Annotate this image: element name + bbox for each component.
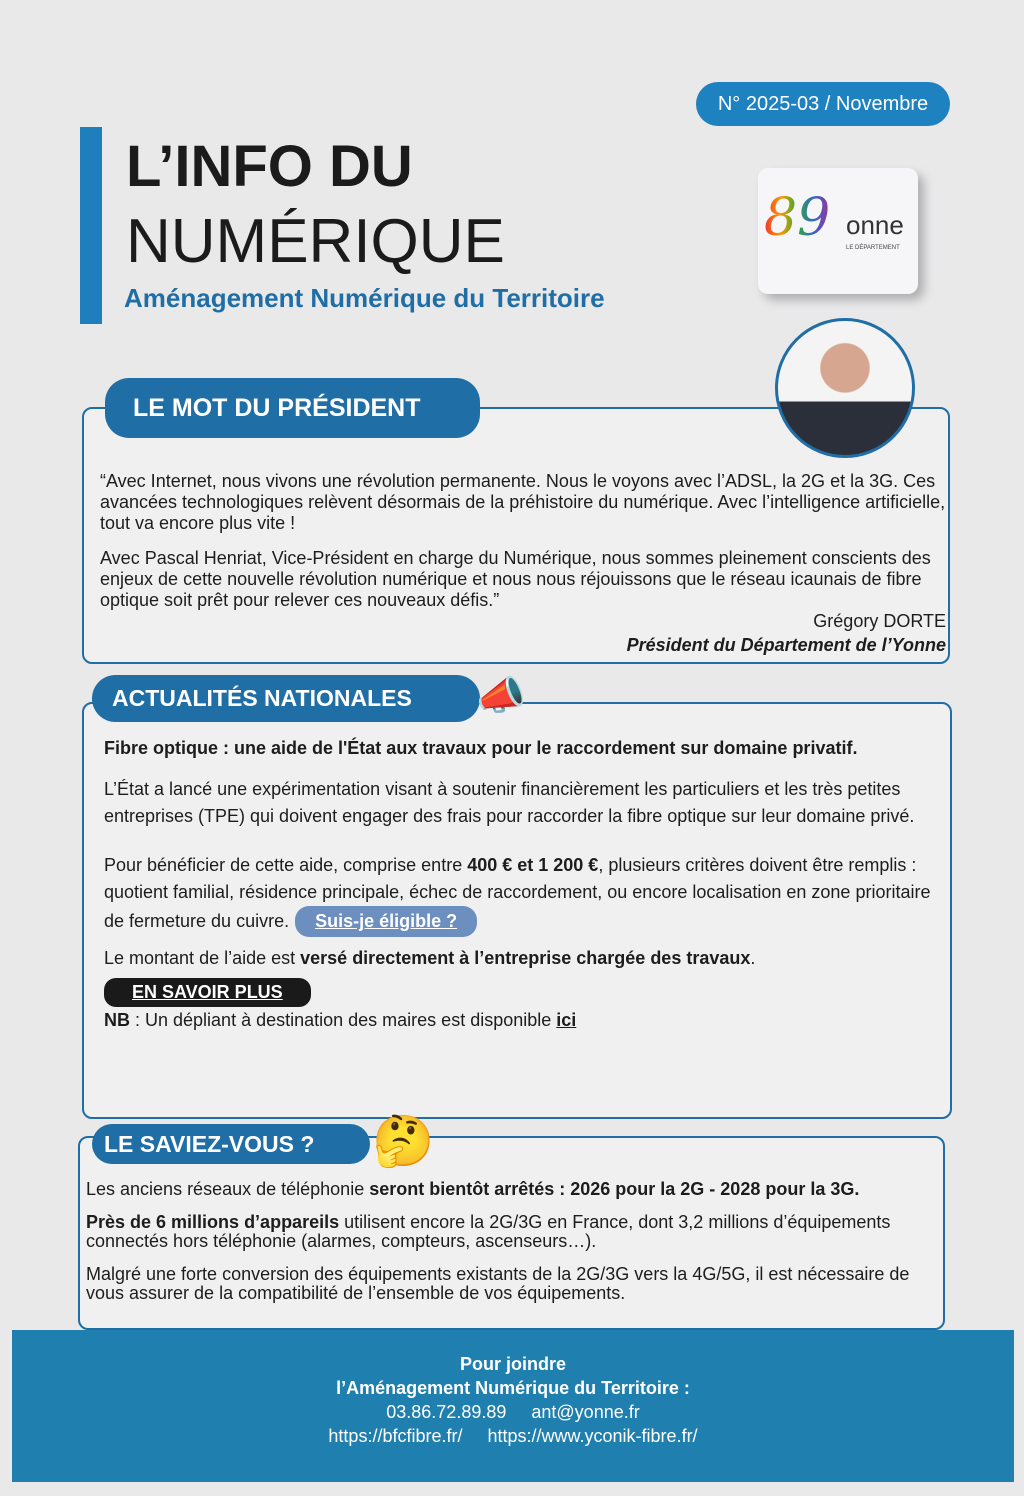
section-heading-national: ACTUALITÉS NATIONALES <box>92 675 480 722</box>
national-news-section <box>82 702 952 1119</box>
text: , plusieurs critères doivent être remplis : quotient familial, résidence principale, échec de raccordement, ou encore localisation en zone prioritaire de fermeture du cuivre. <box>104 855 931 931</box>
text: . <box>750 948 756 968</box>
logo-small: LE DÉPARTEMENT <box>846 245 900 251</box>
contact-footer <box>12 1330 1014 1482</box>
nb-text: : Un dépliant à destination des maires est disponible <box>130 1010 557 1030</box>
emphasis: Près de 6 millions d’appareils <box>86 1212 340 1232</box>
aid-amount: 400 € et 1 200 € <box>467 855 599 875</box>
section-heading-saviez: LE SAVIEZ-VOUS ? <box>92 1124 370 1164</box>
president-paragraph-2: Avec Pascal Henriat, Vice-Président en charge du Numérique, nous sommes pleinement conscients des enjeux de cette nouvelle révolution numérique et nous nous réjouissons que le réseau icaunais de fibre optique soit prêt pour relever ces nouveaux défis.” <box>100 548 931 610</box>
president-role: Président du Département de l’Yonne <box>626 635 946 655</box>
leaflet-link[interactable]: ici <box>556 1010 577 1030</box>
eligibility-button[interactable]: Suis-je éligible ? <box>295 906 477 937</box>
footer-line2: l’Aménagement Numérique du Territoire : <box>336 1378 690 1398</box>
learn-more-button[interactable]: EN SAVOIR PLUS <box>104 978 311 1007</box>
footer-url-yconik[interactable]: https://www.yconik-fibre.fr/ <box>487 1426 698 1446</box>
page-title-line2: NUMÉRIQUE <box>126 207 505 276</box>
president-portrait <box>775 318 915 458</box>
thinking-character-icon: 🤔 <box>372 1113 435 1169</box>
text: Les anciens réseaux de téléphonie <box>86 1179 370 1199</box>
news-paragraph-3 <box>104 945 934 972</box>
president-name: Grégory DORTE <box>813 611 946 631</box>
president-paragraph-1: “Avec Internet, nous vivons une révolution permanente. Nous le voyons avec l’ADSL, la 2G et la 3G. Ces avancées technologiques relèvent désormais de la préhistoire du numérique. Avec l’intelligence artificielle, tout va encore plus vite ! <box>100 471 946 533</box>
megaphone-icon: 📣 <box>476 674 526 718</box>
footer-line1: Pour joindre <box>459 1354 566 1374</box>
logo-word: onne <box>846 210 904 240</box>
news-paragraph-1: L’État a lancé une expérimentation visant à soutenir financièrement les particuliers et les très petites entreprises (TPE) qui doivent engager des frais pour raccorder la fibre optique sur leur domaine privé. <box>104 779 915 826</box>
footer-phone[interactable]: 03.86.72.89.89 <box>386 1402 507 1422</box>
nb-note <box>104 1007 934 1034</box>
footer-email[interactable]: ant@yonne.fr <box>531 1402 640 1422</box>
nb-label: NB <box>104 1010 130 1030</box>
section-heading-president: LE MOT DU PRÉSIDENT <box>105 378 480 438</box>
page-subtitle: Aménagement Numérique du Territoire <box>124 283 605 313</box>
issue-badge: N° 2025-03 / Novembre <box>696 82 950 126</box>
saviez-paragraph-1 <box>86 1180 946 1199</box>
page-title-line1: L’INFO DU <box>126 134 413 199</box>
saviez-paragraph-3: Malgré une forte conversion des équipements existants de la 2G/3G vers la 4G/5G, il est nécessaire de vous assurer de la compatibilité de l’ensemble de vos équipements. <box>86 1264 910 1303</box>
did-you-know-section <box>78 1136 945 1330</box>
title-accent-bar <box>80 127 102 324</box>
text: Le montant de l’aide est <box>104 948 301 968</box>
text: Pour bénéficier de cette aide, comprise entre <box>104 855 468 875</box>
saviez-paragraph-2 <box>86 1213 946 1251</box>
news-title: Fibre optique : une aide de l'État aux travaux pour le raccordement sur domaine privatif. <box>104 738 858 758</box>
news-paragraph-2 <box>104 852 934 937</box>
text: utilisent encore la 2G/3G en France, dont 3,2 millions d’équipements connectés hors téléphonie (alarmes, compteurs, ascenseurs…). <box>86 1212 891 1251</box>
footer-url-bfc[interactable]: https://bfcfibre.fr/ <box>328 1426 463 1446</box>
yonne-logo <box>758 168 918 294</box>
emphasis: seront bientôt arrêtés : 2026 pour la 2G - 2028 pour la 3G. <box>369 1179 860 1199</box>
emphasis: versé directement à l’entreprise chargée des travaux <box>300 948 751 968</box>
logo-number: 89 <box>764 188 831 248</box>
